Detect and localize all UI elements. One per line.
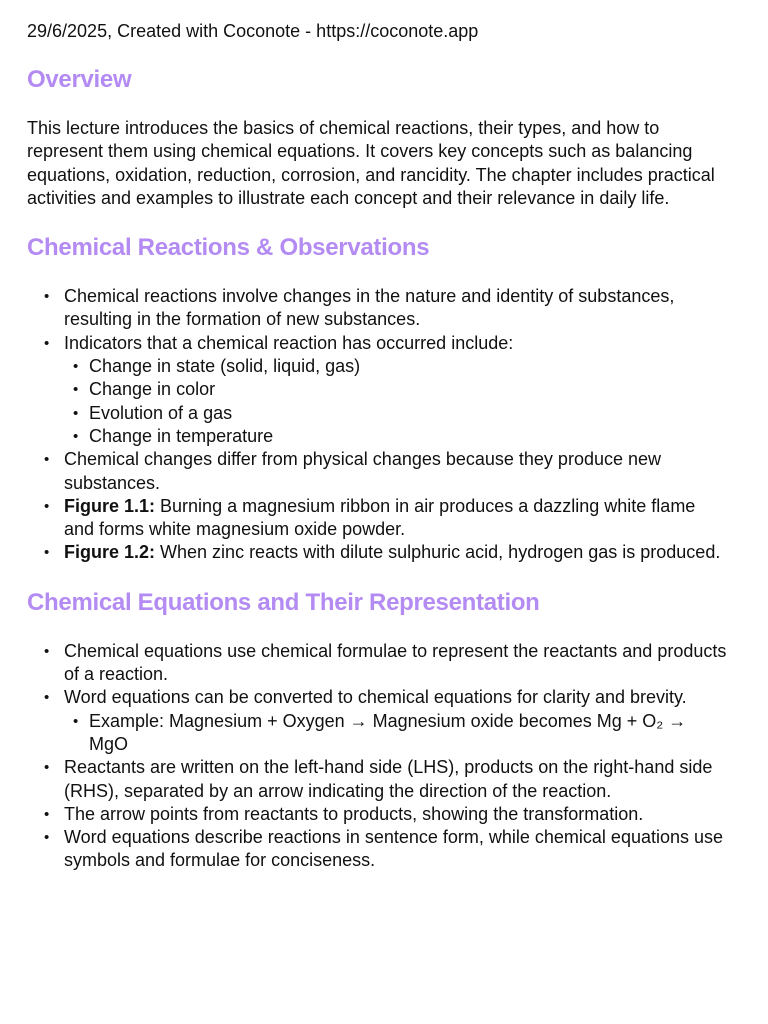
list-item xyxy=(27,495,727,542)
list-item-text: Indicators that a chemical reaction has occurred include: xyxy=(64,332,514,353)
list-item-text: Chemical reactions involve changes in the nature and identity of substances, resulting in the formation of new substances. xyxy=(64,286,675,330)
indicators-sublist xyxy=(64,355,727,448)
section-title-reactions: Chemical Reactions & Observations xyxy=(27,234,430,262)
list-item xyxy=(27,541,727,564)
sub-list-item: • Change in temperature xyxy=(64,425,727,448)
sub-list-item: • Evolution of a gas xyxy=(64,402,727,425)
list-item xyxy=(27,285,727,332)
overview-paragraph: This lecture introduces the basics of chemical reactions, their types, and how to represent them using chemical equations. It covers key concepts such as balancing equations, oxidation, reduction, corrosion, and rancidity. The chapter includes practical activities and examples to illustrate each concept and their relevance in daily life. xyxy=(27,118,715,208)
figure-label: Figure 1.1: xyxy=(64,495,156,516)
list-item xyxy=(27,332,727,448)
equations-list xyxy=(27,640,727,873)
list-item-text: Chemical equations use chemical formulae to represent the reactants and products of a reaction. xyxy=(64,640,727,685)
list-item-text: Chemical changes differ from physical changes because they produce new substances. xyxy=(64,449,662,493)
sub-list-item: • Example: Magnesium + Oxygen → Magnesium oxide becomes Mg + O₂ → MgO xyxy=(64,710,727,757)
list-item-text: Word equations describe reactions in sentence form, while chemical equations use symbols and formulae for conciseness. xyxy=(64,827,724,871)
section-title-equations: Chemical Equations and Their Representation xyxy=(27,588,540,616)
sub-list-item: • Change in state (solid, liquid, gas) xyxy=(64,355,727,378)
list-item xyxy=(27,803,727,826)
list-item-text: Reactants are written on the left-hand side (LHS), products on the right-hand side (RHS), separated by an arrow indicating the direction of the reaction. xyxy=(64,757,713,801)
list-item-text: Burning a magnesium ribbon in air produces a dazzling white flame and forms white magnesium oxide powder. xyxy=(64,495,696,540)
document-page xyxy=(27,20,727,896)
list-item xyxy=(27,448,727,495)
list-item xyxy=(27,640,727,687)
sub-list-item: • Change in color xyxy=(64,378,727,401)
section-title-overview: Overview xyxy=(27,66,132,93)
list-item-text: Word equations can be converted to chemical equations for clarity and brevity. xyxy=(64,687,687,708)
figure-label: Figure 1.2: xyxy=(64,542,156,563)
list-item-text: The arrow points from reactants to products, showing the transformation. xyxy=(64,803,644,824)
list-item-text: When zinc reacts with dilute sulphuric acid, hydrogen gas is produced. xyxy=(155,542,721,563)
reactions-list xyxy=(27,285,727,565)
list-item xyxy=(27,756,727,803)
document-header: 29/6/2025, Created with Coconote - https://coconote.app xyxy=(27,21,479,41)
list-item xyxy=(27,686,727,756)
example-sublist xyxy=(64,710,727,757)
list-item xyxy=(27,826,727,873)
